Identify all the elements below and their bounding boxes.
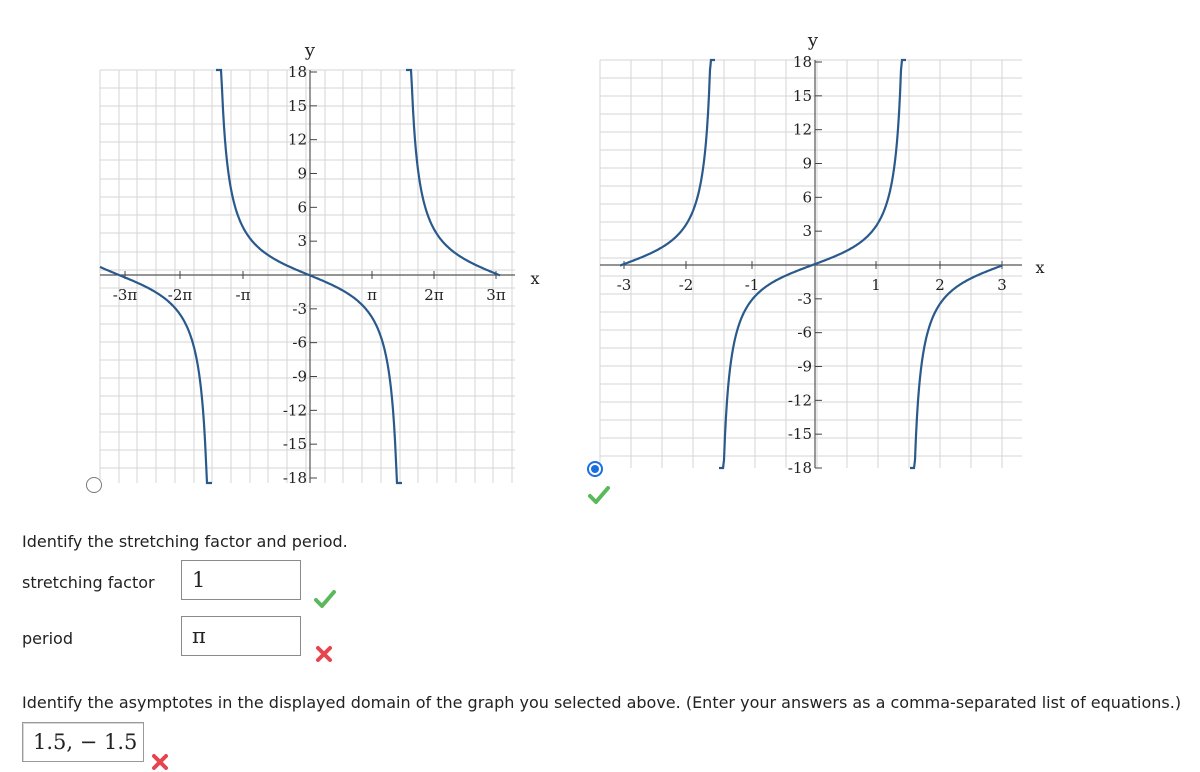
period-label: period [22,629,73,648]
x-icon [151,753,169,771]
x-tick-label: -π [235,286,251,304]
stretch-prompt: Identify the stretching factor and period. [22,532,348,551]
y-axis-label: y [304,40,316,61]
y-tick-label: -6 [292,333,307,352]
y-tick-label: 18 [287,63,307,81]
x-tick-label: 2π [424,286,444,304]
y-tick-label: 9 [802,154,812,173]
y-tick-label: 3 [297,232,307,251]
x-tick-label: 2 [935,276,945,294]
x-tick-label: -2π [167,286,193,304]
radio-choice-right[interactable] [587,461,603,477]
y-tick-label: 6 [802,188,812,207]
y-tick-label: 15 [792,86,812,105]
y-tick-label: -15 [282,435,307,454]
asymptote-input[interactable]: 1.5, − 1.5 [22,722,144,762]
graph-right [600,30,1045,477]
curve-branch [216,70,402,483]
y-tick-label: 12 [792,120,812,139]
period-input[interactable]: π [181,616,301,656]
y-tick-label: 18 [792,53,812,71]
x-tick-label: -3π [112,286,138,304]
y-tick-label: -12 [787,391,812,410]
y-tick-label: 9 [297,164,307,183]
curve-branch [620,60,715,266]
x-tick-label: -2 [678,276,694,294]
x-tick-label: π [367,286,377,304]
check-icon [588,486,610,504]
y-tick-label: 6 [297,198,307,217]
grid [100,70,515,483]
y-tick-label: 12 [287,130,307,149]
y-tick-label: -9 [797,357,812,376]
y-tick-label: -12 [282,401,307,420]
x-tick-label: 3 [997,276,1007,294]
x-axis-label: x [530,269,540,288]
asymptote-prompt: Identify the asymptotes in the displayed domain of the graph you selected above. (Enter your answers as a comma-separated list of equations.) [22,693,1182,712]
y-tick-label: -18 [787,459,812,477]
y-tick-label: -9 [292,367,307,386]
y-tick-label: 15 [287,96,307,115]
x-axis-label: x [1035,258,1045,277]
y-tick-label: -18 [282,469,307,487]
radio-choice-left[interactable] [86,477,102,493]
x-tick-label: 1 [871,276,881,294]
stretching-factor-input[interactable]: 1 [181,560,301,600]
stretching-factor-label: stretching factor [22,573,155,592]
check-icon [314,590,336,608]
curve-branch [406,70,500,275]
y-tick-label: -3 [797,289,812,308]
x-tick-label: 3π [486,286,506,304]
x-icon [315,645,333,663]
graph-left [100,40,540,487]
y-tick-label: 3 [802,222,812,241]
x-tick-label: -1 [744,276,760,294]
y-tick-label: -6 [797,323,812,342]
y-tick-label: -3 [292,299,307,318]
y-axis-label: y [807,30,819,51]
y-tick-label: -15 [787,425,812,444]
x-tick-label: -3 [616,276,632,294]
